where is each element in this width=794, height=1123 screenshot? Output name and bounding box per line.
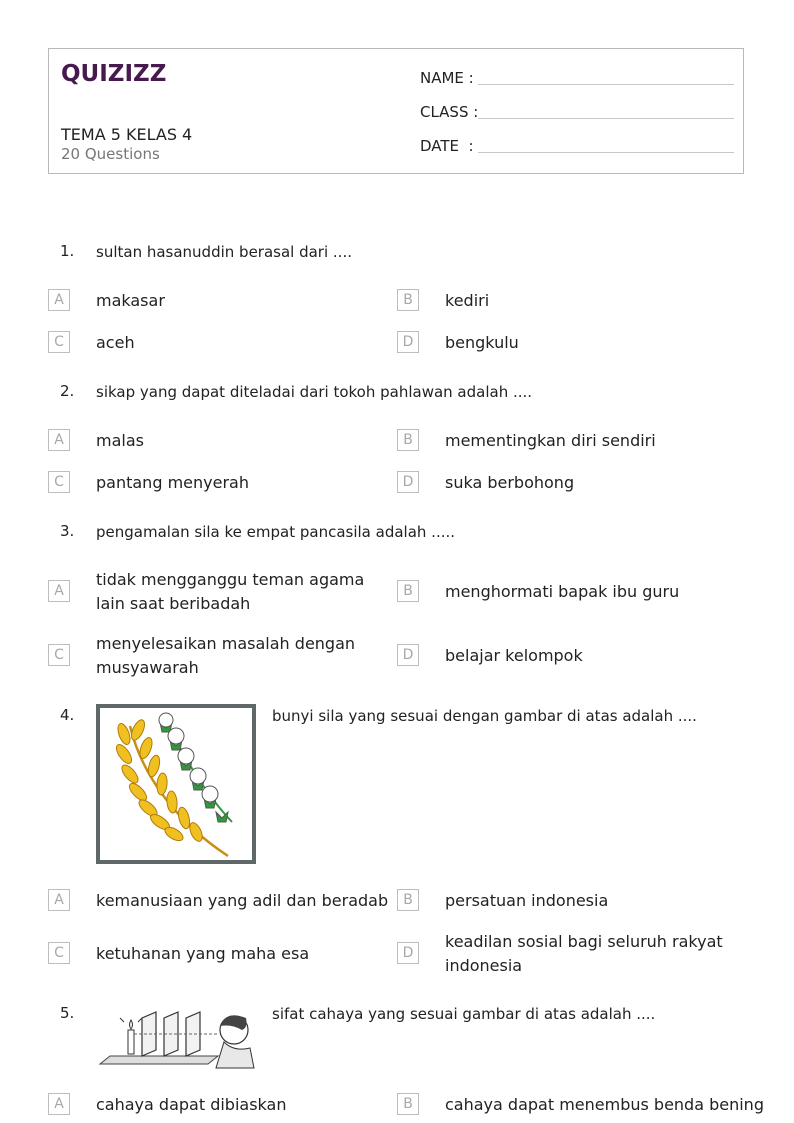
option-text: malas [96, 431, 144, 450]
worksheet-header [48, 48, 744, 174]
question-number: 1. [60, 242, 75, 260]
question-count: 20 Questions [61, 145, 160, 163]
option-letter-b[interactable]: B [397, 580, 419, 602]
option-text: suka berbohong [445, 473, 575, 492]
class-line[interactable] [478, 118, 734, 119]
question-text: sikap yang dapat diteladai dari tokoh pahlawan adalah .... [96, 383, 533, 401]
option-text: kemanusiaan yang adil dan beradab [96, 891, 389, 910]
option-text: cahaya dapat dibiaskan [96, 1095, 287, 1114]
name-line[interactable] [478, 84, 734, 85]
option-letter-b[interactable]: B [397, 429, 419, 451]
option-text: tidak mengganggu teman agama lain saat beribadah [96, 570, 365, 613]
option-letter-d[interactable]: D [397, 644, 419, 666]
option-letter-a[interactable]: A [48, 889, 70, 911]
option-letter-d[interactable]: D [397, 471, 419, 493]
name-field[interactable] [420, 65, 734, 91]
option-text: ketuhanan yang maha esa [96, 944, 310, 963]
option-text: aceh [96, 333, 135, 352]
option-text: bengkulu [445, 333, 519, 352]
question-text: sultan hasanuddin berasal dari .... [96, 243, 352, 261]
option-letter-c[interactable]: C [48, 331, 70, 353]
quizizz-logo [61, 59, 167, 91]
option-letter-d[interactable]: D [397, 331, 419, 353]
question-number: 3. [60, 522, 75, 540]
question-number: 2. [60, 382, 75, 400]
option-letter-a[interactable]: A [48, 1093, 70, 1115]
option-letter-c[interactable]: C [48, 644, 70, 666]
worksheet-title: TEMA 5 KELAS 4 [61, 125, 193, 144]
question-number: 4. [60, 706, 75, 724]
date-field[interactable] [420, 133, 734, 159]
option-text: kediri [445, 291, 490, 310]
option-text: menyelesaikan masalah dengan musyawarah [96, 634, 356, 677]
option-letter-c[interactable]: C [48, 942, 70, 964]
option-text: pantang menyerah [96, 473, 249, 492]
padi-kapas-image [96, 704, 256, 864]
class-field[interactable] [420, 99, 734, 125]
option-text: persatuan indonesia [445, 891, 609, 910]
date-line[interactable] [478, 152, 734, 153]
option-letter-a[interactable]: A [48, 580, 70, 602]
option-text: cahaya dapat menembus benda bening [445, 1095, 764, 1114]
light-experiment-drawing [98, 1004, 254, 1068]
option-letter-b[interactable]: B [397, 889, 419, 911]
svg-text:QUIZIZZ: QUIZIZZ [61, 61, 167, 87]
question-text: bunyi sila yang sesuai dengan gambar di atas adalah .... [272, 707, 697, 725]
rice-cotton-symbol [100, 708, 252, 860]
option-letter-b[interactable]: B [397, 289, 419, 311]
option-letter-c[interactable]: C [48, 471, 70, 493]
question-text: sifat cahaya yang sesuai gambar di atas adalah .... [272, 1005, 656, 1023]
option-text: keadilan sosial bagi seluruh rakyat indonesia [445, 932, 723, 975]
option-letter-b[interactable]: B [397, 1093, 419, 1115]
option-text: makasar [96, 291, 165, 310]
option-letter-a[interactable]: A [48, 289, 70, 311]
name-label: NAME : [420, 69, 474, 87]
question-text: pengamalan sila ke empat pancasila adalah ..... [96, 523, 456, 541]
option-letter-a[interactable]: A [48, 429, 70, 451]
option-letter-d[interactable]: D [397, 942, 419, 964]
class-label: CLASS : [420, 103, 479, 121]
date-label: DATE : [420, 137, 474, 155]
question-number: 5. [60, 1004, 75, 1022]
option-text: belajar kelompok [445, 646, 583, 665]
option-text: menghormati bapak ibu guru [445, 582, 680, 601]
light-experiment-image [98, 1004, 254, 1068]
option-text: mementingkan diri sendiri [445, 431, 656, 450]
